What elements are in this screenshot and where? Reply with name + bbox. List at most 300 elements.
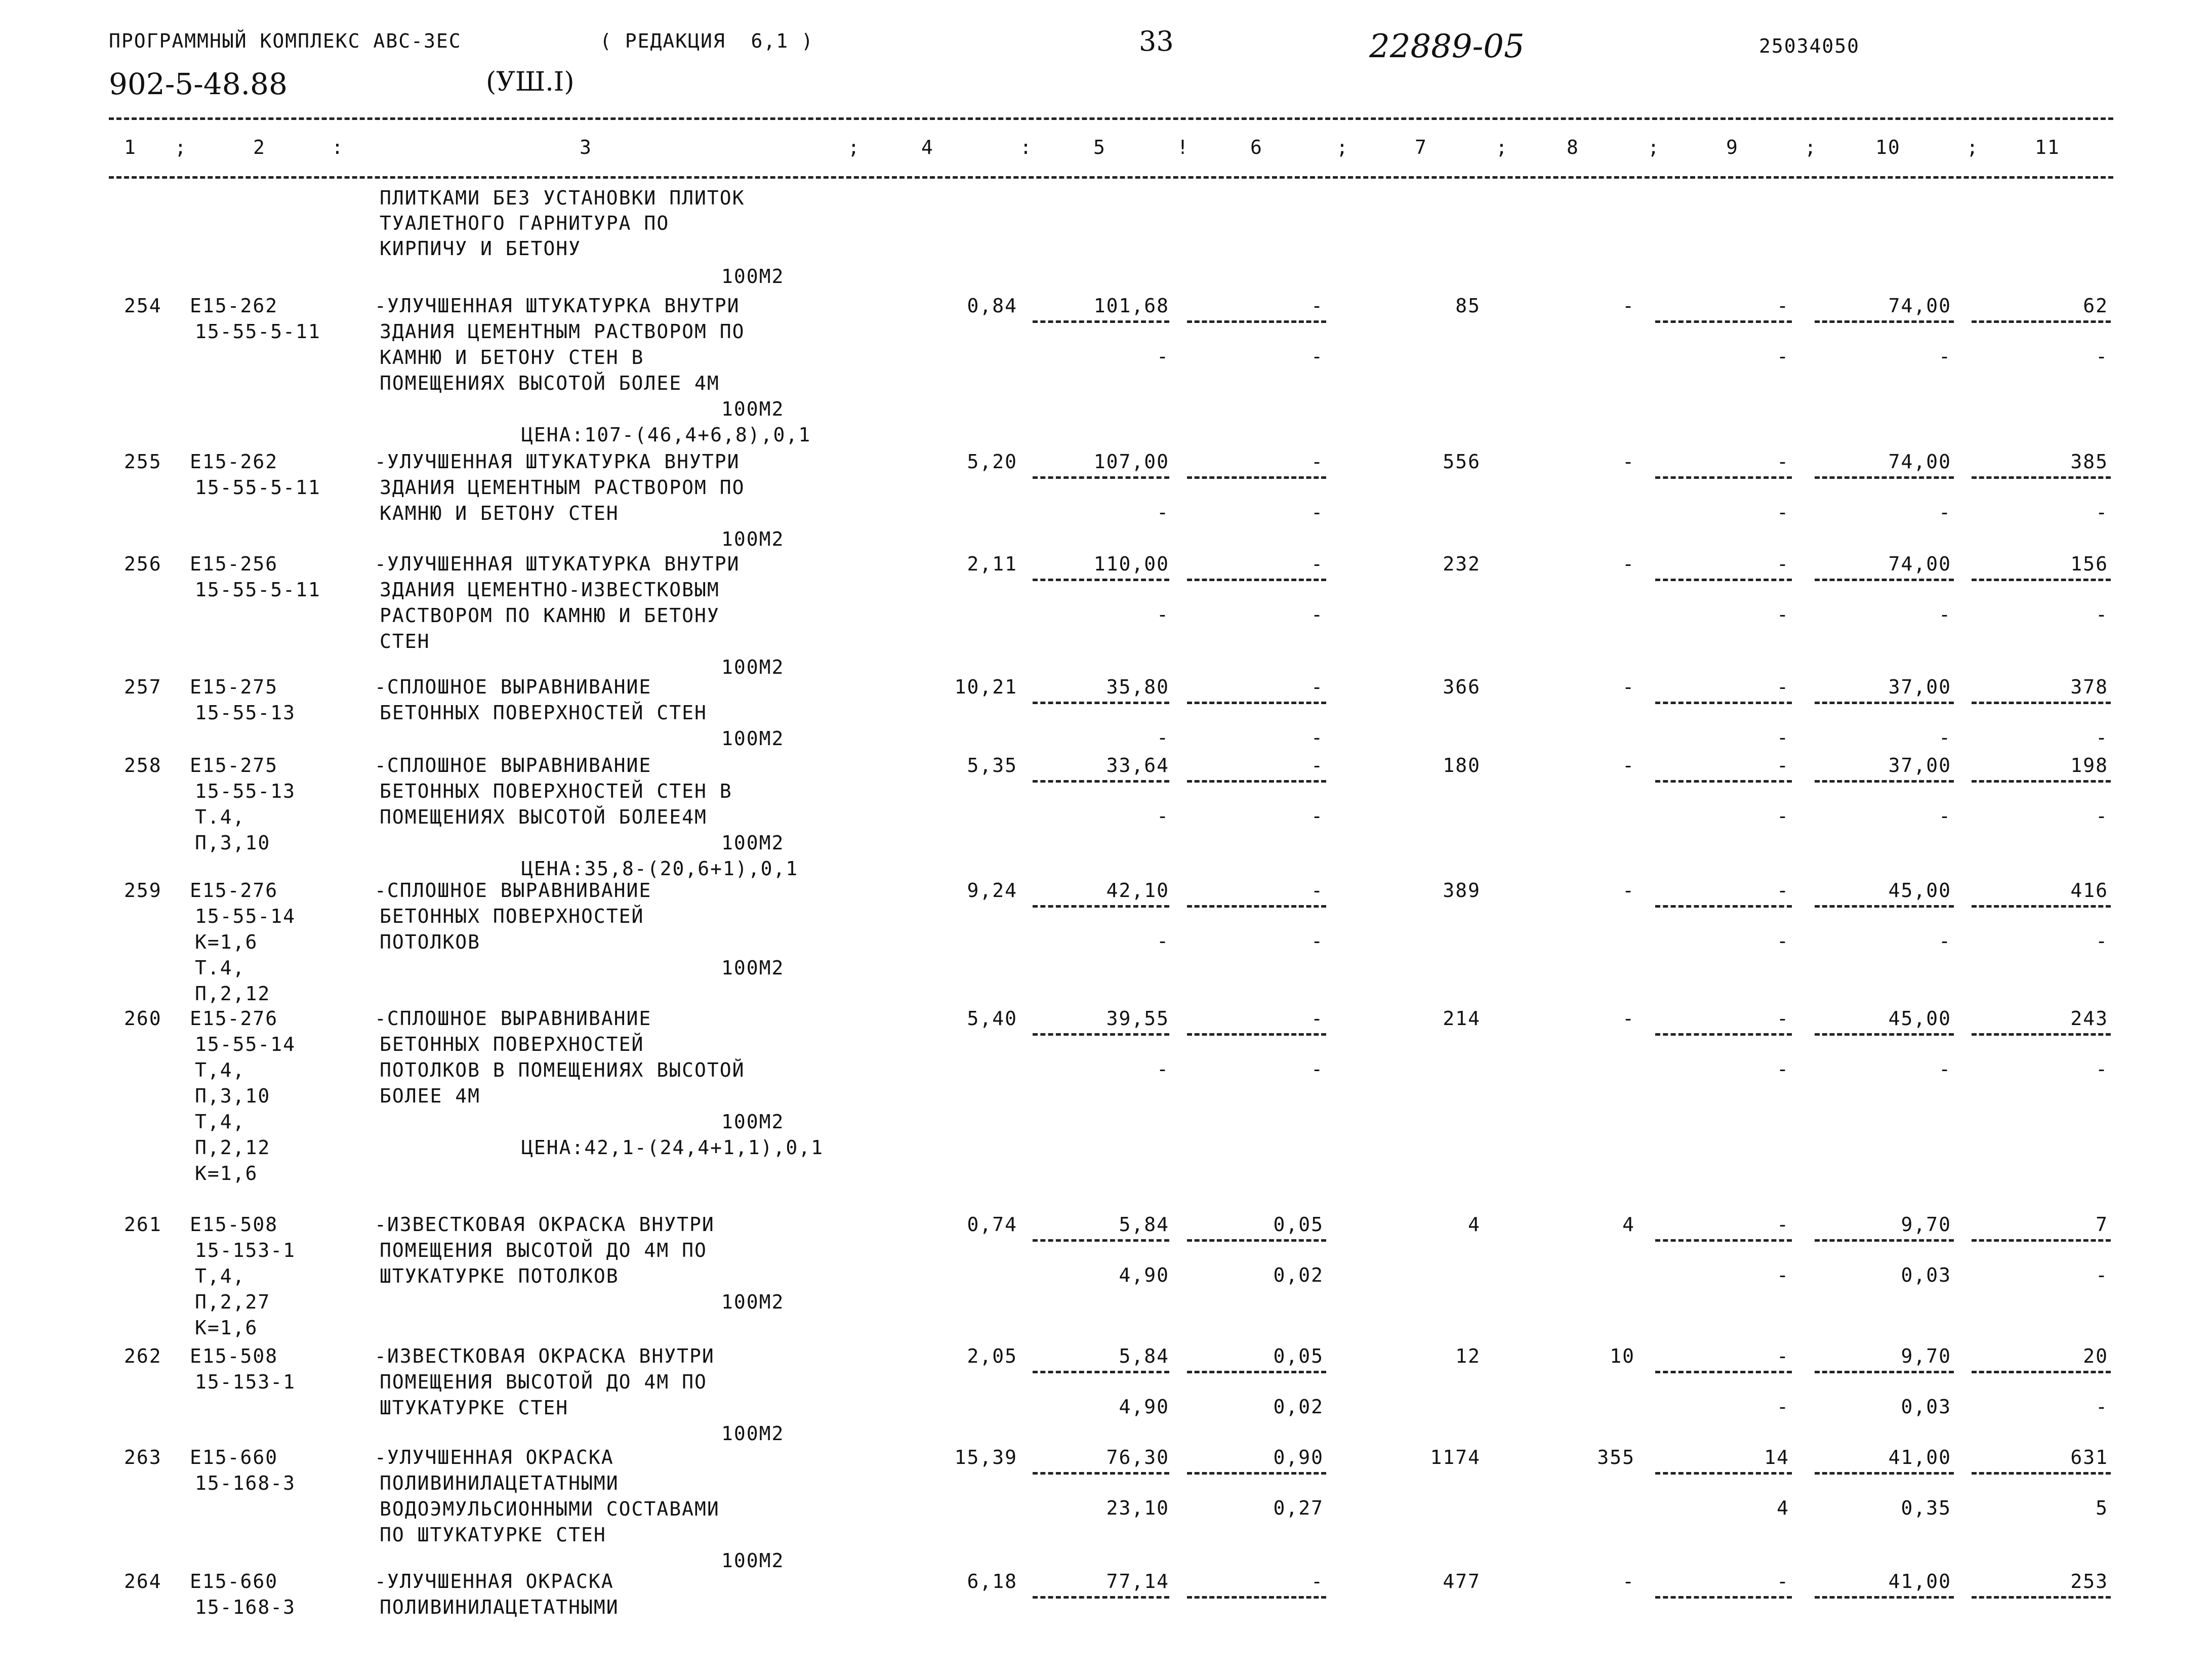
cell-c6b: - <box>1311 1058 1324 1080</box>
sheet-code: 25034050 <box>1759 35 1860 57</box>
cell-c11: 253 <box>2070 1570 2108 1593</box>
cell-c10: 9,70 <box>1901 1213 1951 1236</box>
row-description: -УЛУЧШЕННАЯ ШТУКАТУРКА ВНУТРИ <box>375 553 740 575</box>
row-description: ПОМЕЩЕНИЯ ВЫСОТОЙ ДО 4М ПО <box>380 1239 707 1261</box>
cell-c11: 416 <box>2070 879 2108 902</box>
cell-divider-c9 <box>1655 905 1792 908</box>
cell-c8: 4 <box>1622 1213 1635 1236</box>
cell-divider-c9 <box>1655 1371 1792 1373</box>
row-code: Т,4, <box>195 1111 245 1133</box>
cell-c10: 45,00 <box>1888 1007 1951 1030</box>
cell-divider-c6 <box>1187 702 1326 704</box>
cell-c9b: - <box>1777 1396 1789 1418</box>
row-code: 15-55-14 <box>195 905 296 927</box>
cell-c11b: - <box>2096 1058 2108 1080</box>
row-description: БЕТОННЫХ ПОВЕРХНОСТЕЙ СТЕН <box>380 702 707 724</box>
cell-c6: 0,90 <box>1273 1446 1324 1468</box>
cell-c8: - <box>1622 676 1635 698</box>
cell-c8: - <box>1622 451 1635 473</box>
cell-divider-c5 <box>1033 579 1169 581</box>
intro-unit: 100М2 <box>721 265 785 288</box>
cell-divider-c5 <box>1033 702 1169 704</box>
cell-c4: 10,21 <box>954 676 1017 698</box>
cell-c10: 37,00 <box>1888 754 1951 777</box>
cell-c6b: - <box>1311 603 1324 626</box>
cell-divider-c10 <box>1815 780 1954 783</box>
row-description: РАСТВОРОМ ПО КАМНЮ И БЕТОНУ <box>380 604 720 627</box>
row-code: П,3,10 <box>195 832 271 854</box>
project-number: 902-5-48.88 <box>109 67 288 101</box>
cell-divider-c10 <box>1815 1596 1954 1599</box>
cell-c6: - <box>1311 1570 1324 1593</box>
header-rule-top <box>109 117 2113 120</box>
cell-divider-c9 <box>1655 1239 1792 1242</box>
cell-divider-c9 <box>1655 476 1792 479</box>
cell-c11b: - <box>2096 930 2108 952</box>
row-number: 263 <box>124 1446 162 1468</box>
cell-c7: 477 <box>1443 1570 1481 1593</box>
cell-c7: 180 <box>1443 754 1481 777</box>
row-code: 15-168-3 <box>195 1596 296 1618</box>
cell-c11: 156 <box>2070 553 2108 575</box>
cell-divider-c5 <box>1033 1033 1169 1036</box>
row-code: Е15-660 <box>190 1446 278 1468</box>
cell-c11b: - <box>2096 805 2108 827</box>
cell-divider-c5 <box>1033 1596 1169 1599</box>
row-description: ПОТОЛКОВ В ПОМЕЩЕНИЯХ ВЫСОТОЙ <box>380 1059 745 1081</box>
cell-c9: - <box>1777 1345 1789 1367</box>
row-description: БОЛЕЕ 4М <box>380 1085 481 1107</box>
cell-divider-c6 <box>1187 579 1326 581</box>
row-description: ПОЛИВИНИЛАЦЕТАТНЫМИ <box>380 1472 619 1494</box>
cell-divider-c10 <box>1815 1371 1954 1373</box>
row-code: 15-55-13 <box>195 702 296 724</box>
cell-c7: 232 <box>1443 553 1481 575</box>
cell-c5b: - <box>1157 930 1169 952</box>
cell-c11b: - <box>2096 603 2108 626</box>
cell-divider-c6 <box>1187 1371 1326 1373</box>
cell-c6: - <box>1311 1007 1324 1030</box>
row-code: П,2,27 <box>195 1291 271 1313</box>
cell-divider-c9 <box>1655 702 1792 704</box>
cell-c5: 107,00 <box>1093 451 1169 473</box>
cell-c9b: - <box>1777 930 1789 952</box>
cell-c9b: - <box>1777 603 1789 626</box>
row-description: БЕТОННЫХ ПОВЕРХНОСТЕЙ <box>380 905 644 927</box>
row-code: Е15-275 <box>190 676 278 698</box>
row-code: 15-55-13 <box>195 780 296 802</box>
cell-c4: 0,84 <box>967 295 1017 317</box>
cell-divider-c11 <box>1972 320 2111 323</box>
row-number: 259 <box>124 879 162 902</box>
row-description: -УЛУЧШЕННАЯ ШТУКАТУРКА ВНУТРИ <box>375 295 740 317</box>
cell-c9: - <box>1777 1007 1789 1030</box>
cell-divider-c9 <box>1655 320 1792 323</box>
header-rule-bottom <box>109 176 2113 179</box>
cell-c6: 0,05 <box>1273 1345 1324 1367</box>
row-number: 255 <box>124 451 162 473</box>
column-header-1: 1 <box>124 136 137 158</box>
cell-c5: 5,84 <box>1119 1213 1169 1236</box>
column-header-4: 4 <box>921 136 934 158</box>
cell-divider-c11 <box>1972 1033 2111 1036</box>
cell-c9: - <box>1777 553 1789 575</box>
cell-divider-c10 <box>1815 1239 1954 1242</box>
cell-c9b: - <box>1777 1058 1789 1080</box>
row-code: 15-55-5-11 <box>195 579 321 601</box>
row-description: ПОТОЛКОВ <box>380 931 481 953</box>
cell-c7: 85 <box>1455 295 1481 317</box>
column-header-10: 10 <box>1875 136 1901 158</box>
row-code: П,3,10 <box>195 1085 271 1107</box>
cell-c7: 389 <box>1443 879 1481 902</box>
row-code: Е15-276 <box>190 879 278 902</box>
cell-divider-c11 <box>1972 1596 2111 1599</box>
row-description: 100М2 <box>721 1291 785 1313</box>
row-description: 100М2 <box>721 727 785 750</box>
cell-c5: 76,30 <box>1106 1446 1169 1468</box>
row-description: БЕТОННЫХ ПОВЕРХНОСТЕЙ <box>380 1033 644 1055</box>
cell-divider-c11 <box>1972 702 2111 704</box>
row-description: 100М2 <box>721 1549 785 1572</box>
cell-c5: 110,00 <box>1093 553 1169 575</box>
cell-c10b: - <box>1939 1058 1951 1080</box>
cell-c6: - <box>1311 553 1324 575</box>
row-description: -ИЗВЕСТКОВАЯ ОКРАСКА ВНУТРИ <box>375 1345 715 1367</box>
cell-c4: 2,11 <box>967 553 1017 575</box>
row-number: 258 <box>124 754 162 777</box>
row-code: Т,4, <box>195 1059 245 1081</box>
cell-c9: - <box>1777 879 1789 902</box>
cell-divider-c11 <box>1972 1472 2111 1475</box>
cell-c6b: - <box>1311 726 1324 749</box>
cell-c7: 4 <box>1468 1213 1481 1236</box>
cell-c11b: - <box>2096 345 2108 368</box>
row-description: -СПЛОШНОЕ ВЫРАВНИВАНИЕ <box>375 1007 652 1030</box>
cell-c11b: - <box>2096 1396 2108 1418</box>
row-description: -СПЛОШНОЕ ВЫРАВНИВАНИЕ <box>375 754 652 777</box>
cell-c10: 41,00 <box>1888 1446 1951 1468</box>
cell-c4: 6,18 <box>967 1570 1017 1593</box>
cell-c10b: - <box>1939 726 1951 749</box>
cell-c10b: 0,35 <box>1901 1497 1951 1519</box>
cell-c9b: - <box>1777 805 1789 827</box>
column-header-5: 5 <box>1093 136 1106 158</box>
cell-c7: 214 <box>1443 1007 1481 1030</box>
row-description: 100М2 <box>721 1422 785 1445</box>
cell-divider-c10 <box>1815 1033 1954 1036</box>
cell-divider-c11 <box>1972 1239 2111 1242</box>
cell-c10b: - <box>1939 603 1951 626</box>
cell-divider-c5 <box>1033 320 1169 323</box>
cell-c10: 9,70 <box>1901 1345 1951 1367</box>
cell-c8: 355 <box>1597 1446 1635 1468</box>
row-description: ПОМЕЩЕНИЯ ВЫСОТОЙ ДО 4М ПО <box>380 1371 707 1393</box>
cell-c9: - <box>1777 1213 1789 1236</box>
cell-c10: 37,00 <box>1888 676 1951 698</box>
cell-c8: - <box>1622 1570 1635 1593</box>
column-header-8: 8 <box>1567 136 1579 158</box>
cell-c8: - <box>1622 754 1635 777</box>
cell-c5: 77,14 <box>1106 1570 1169 1593</box>
cell-c11: 631 <box>2070 1446 2108 1468</box>
cell-c11: 243 <box>2070 1007 2108 1030</box>
cell-c6b: - <box>1311 805 1324 827</box>
row-number: 260 <box>124 1007 162 1030</box>
cell-c9: 14 <box>1764 1446 1789 1468</box>
cell-c10: 74,00 <box>1888 295 1951 317</box>
volume-label: (УШ.I) <box>486 67 575 97</box>
cell-c8: 10 <box>1610 1345 1635 1367</box>
cell-divider-c5 <box>1033 476 1169 479</box>
cell-divider-c6 <box>1187 1239 1326 1242</box>
cell-c8: - <box>1622 553 1635 575</box>
row-code: П,2,12 <box>195 1136 271 1159</box>
row-code: 15-153-1 <box>195 1239 296 1261</box>
row-description: 100М2 <box>721 398 785 420</box>
column-header-9: 9 <box>1726 136 1739 158</box>
cell-divider-c6 <box>1187 905 1326 908</box>
row-description: ЦЕНА:42,1-(24,4+1,1),0,1 <box>521 1136 824 1159</box>
row-number: 256 <box>124 553 162 575</box>
row-code: 15-55-5-11 <box>195 320 321 343</box>
cell-c9b: - <box>1777 1264 1789 1286</box>
cell-divider-c5 <box>1033 1371 1169 1373</box>
row-description: ЗДАНИЯ ЦЕМЕНТНЫМ РАСТВОРОМ ПО <box>380 320 745 343</box>
cell-c4: 5,40 <box>967 1007 1017 1030</box>
cell-c9: - <box>1777 295 1789 317</box>
row-number: 264 <box>124 1570 162 1593</box>
cell-c4: 5,20 <box>967 451 1017 473</box>
row-description: БЕТОННЫХ ПОВЕРХНОСТЕЙ СТЕН В <box>380 780 732 802</box>
cell-divider-c9 <box>1655 579 1792 581</box>
cell-c6b: - <box>1311 345 1324 368</box>
cell-c10b: - <box>1939 930 1951 952</box>
cell-c7: 1174 <box>1430 1446 1481 1468</box>
cell-c5: 5,84 <box>1119 1345 1169 1367</box>
cell-c5b: - <box>1157 603 1169 626</box>
cell-c5b: - <box>1157 805 1169 827</box>
row-code: Т.4, <box>195 806 245 828</box>
cell-c5b: 23,10 <box>1106 1497 1169 1519</box>
cell-divider-c10 <box>1815 1472 1954 1475</box>
row-description: -УЛУЧШЕННАЯ ШТУКАТУРКА ВНУТРИ <box>375 451 740 473</box>
cell-c5b: 4,90 <box>1119 1264 1169 1286</box>
row-code: Т.4, <box>195 957 245 979</box>
intro-line: ТУАЛЕТНОГО ГАРНИТУРА ПО <box>380 212 670 234</box>
row-description: ШТУКАТУРКЕ ПОТОЛКОВ <box>380 1265 619 1287</box>
cell-c5: 101,68 <box>1093 295 1169 317</box>
cell-divider-c11 <box>1972 780 2111 783</box>
cell-c6b: 0,02 <box>1273 1396 1324 1418</box>
cell-divider-c5 <box>1033 780 1169 783</box>
row-code: К=1,6 <box>195 1317 258 1339</box>
cell-c7: 366 <box>1443 676 1481 698</box>
cell-divider-c6 <box>1187 780 1326 783</box>
row-code: К=1,6 <box>195 1162 258 1185</box>
edition-label: ( РЕДАКЦИЯ 6,1 ) <box>600 30 814 52</box>
cell-divider-c9 <box>1655 1033 1792 1036</box>
cell-divider-c5 <box>1033 1239 1169 1242</box>
row-code: Е15-275 <box>190 754 278 777</box>
row-description: КАМНЮ И БЕТОНУ СТЕН В <box>380 346 644 369</box>
row-description: ПО ШТУКАТУРКЕ СТЕН <box>380 1524 606 1546</box>
cell-c5: 35,80 <box>1106 676 1169 698</box>
cell-c7: 12 <box>1455 1345 1481 1367</box>
cell-c6: - <box>1311 676 1324 698</box>
row-code: Е15-256 <box>190 553 278 575</box>
row-description: 100М2 <box>721 957 785 979</box>
column-header-2: 2 <box>253 136 266 158</box>
cell-divider-c6 <box>1187 476 1326 479</box>
row-code: Е15-660 <box>190 1570 278 1593</box>
cell-divider-c11 <box>1972 905 2111 908</box>
row-description: -СПЛОШНОЕ ВЫРАВНИВАНИЕ <box>375 879 652 902</box>
cell-c9: - <box>1777 754 1789 777</box>
cell-divider-c6 <box>1187 320 1326 323</box>
cell-c6b: 0,27 <box>1273 1497 1324 1519</box>
cell-c6: - <box>1311 295 1324 317</box>
cell-divider-c6 <box>1187 1596 1326 1599</box>
cell-c11b: - <box>2096 1264 2108 1286</box>
row-code: П,2,12 <box>195 983 271 1005</box>
cell-c4: 5,35 <box>967 754 1017 777</box>
column-header-11: 11 <box>2035 136 2060 158</box>
row-description: КАМНЮ И БЕТОНУ СТЕН <box>380 502 619 524</box>
cell-c6b: 0,02 <box>1273 1264 1324 1286</box>
cell-c5b: - <box>1157 345 1169 368</box>
cell-c4: 15,39 <box>954 1446 1017 1468</box>
cell-divider-c9 <box>1655 780 1792 783</box>
cell-c11: 198 <box>2070 754 2108 777</box>
cell-c4: 0,74 <box>967 1213 1017 1236</box>
row-description: ЗДАНИЯ ЦЕМЕНТНО-ИЗВЕСТКОВЫМ <box>380 579 720 601</box>
cell-c11: 7 <box>2096 1213 2108 1236</box>
column-header-6: 6 <box>1250 136 1263 158</box>
row-number: 261 <box>124 1213 162 1236</box>
row-description: -СПЛОШНОЕ ВЫРАВНИВАНИЕ <box>375 676 652 698</box>
cell-c9: - <box>1777 676 1789 698</box>
cell-c11b: - <box>2096 501 2108 523</box>
row-number: 254 <box>124 295 162 317</box>
cell-divider-c9 <box>1655 1596 1792 1599</box>
row-description: ШТУКАТУРКЕ СТЕН <box>380 1397 569 1419</box>
cell-c10: 74,00 <box>1888 451 1951 473</box>
cell-c9: - <box>1777 451 1789 473</box>
cell-c5: 42,10 <box>1106 879 1169 902</box>
row-code: Е15-508 <box>190 1213 278 1236</box>
row-description: ПОЛИВИНИЛАЦЕТАТНЫМИ <box>380 1596 619 1618</box>
row-description: ПОМЕЩЕНИЯХ ВЫСОТОЙ БОЛЕЕ 4М <box>380 372 720 394</box>
row-code: Е15-508 <box>190 1345 278 1367</box>
cell-c5: 39,55 <box>1106 1007 1169 1030</box>
cell-divider-c5 <box>1033 1472 1169 1475</box>
cell-c8: - <box>1622 879 1635 902</box>
cell-c4: 9,24 <box>967 879 1017 902</box>
cell-c11: 62 <box>2083 295 2108 317</box>
cell-c6: - <box>1311 451 1324 473</box>
column-header-7: 7 <box>1415 136 1427 158</box>
cell-c5b: - <box>1157 1058 1169 1080</box>
cell-c5: 33,64 <box>1106 754 1169 777</box>
row-description: ЦЕНА:35,8-(20,6+1),0,1 <box>521 858 799 880</box>
row-code: 15-168-3 <box>195 1472 296 1494</box>
cell-c10b: - <box>1939 345 1951 368</box>
cell-c9b: - <box>1777 726 1789 749</box>
row-number: 262 <box>124 1345 162 1367</box>
row-description: 100М2 <box>721 656 785 678</box>
cell-divider-c10 <box>1815 579 1954 581</box>
cell-divider-c10 <box>1815 905 1954 908</box>
document-number: 22889-05 <box>1369 28 1525 65</box>
cell-divider-c11 <box>1972 1371 2111 1373</box>
row-description: -УЛУЧШЕННАЯ ОКРАСКА <box>375 1446 614 1468</box>
program-title: ПРОГРАММНЫЙ КОМПЛЕКС АВС-3ЕС <box>109 30 462 52</box>
cell-c10b: - <box>1939 501 1951 523</box>
cell-divider-c5 <box>1033 905 1169 908</box>
cell-c9b: - <box>1777 345 1789 368</box>
row-code: Е15-262 <box>190 451 278 473</box>
cell-c5b: - <box>1157 726 1169 749</box>
row-description: ПОМЕЩЕНИЯХ ВЫСОТОЙ БОЛЕЕ4М <box>380 806 707 828</box>
cell-divider-c10 <box>1815 702 1954 704</box>
row-code: Т,4, <box>195 1265 245 1287</box>
cell-c11: 378 <box>2070 676 2108 698</box>
cell-c11: 385 <box>2070 451 2108 473</box>
row-description: 100М2 <box>721 832 785 854</box>
row-code: К=1,6 <box>195 931 258 953</box>
cell-divider-c10 <box>1815 320 1954 323</box>
cell-c8: - <box>1622 1007 1635 1030</box>
cell-c11b: 5 <box>2096 1497 2108 1519</box>
intro-line: ПЛИТКАМИ БЕЗ УСТАНОВКИ ПЛИТОК <box>380 187 745 209</box>
cell-c6: 0,05 <box>1273 1213 1324 1236</box>
row-description: СТЕН <box>380 630 430 652</box>
row-code: Е15-262 <box>190 295 278 317</box>
cell-c5b: 4,90 <box>1119 1396 1169 1418</box>
cell-c10: 45,00 <box>1888 879 1951 902</box>
intro-line: КИРПИЧУ И БЕТОНУ <box>380 237 582 260</box>
cell-c9: - <box>1777 1570 1789 1593</box>
cell-divider-c11 <box>1972 476 2111 479</box>
cell-c8: - <box>1622 295 1635 317</box>
cell-c11: 20 <box>2083 1345 2108 1367</box>
page-number: 33 <box>1139 25 1174 57</box>
row-description: ЦЕНА:107-(46,4+6,8),0,1 <box>521 424 811 446</box>
cell-c9b: - <box>1777 501 1789 523</box>
cell-c11b: - <box>2096 726 2108 749</box>
cell-c6b: - <box>1311 930 1324 952</box>
cell-divider-c6 <box>1187 1033 1326 1036</box>
row-description: 100М2 <box>721 1111 785 1133</box>
row-description: -УЛУЧШЕННАЯ ОКРАСКА <box>375 1570 614 1593</box>
cell-c6: - <box>1311 754 1324 777</box>
row-code: Е15-276 <box>190 1007 278 1030</box>
row-description: 100М2 <box>721 528 785 550</box>
cell-c9b: 4 <box>1777 1497 1789 1519</box>
row-code: 15-153-1 <box>195 1371 296 1393</box>
cell-c4: 2,05 <box>967 1345 1017 1367</box>
cell-divider-c9 <box>1655 1472 1792 1475</box>
cell-c10: 74,00 <box>1888 553 1951 575</box>
column-header-3: 3 <box>580 136 592 158</box>
cell-c6: - <box>1311 879 1324 902</box>
cell-divider-c11 <box>1972 579 2111 581</box>
cell-c10: 41,00 <box>1888 1570 1951 1593</box>
cell-divider-c6 <box>1187 1472 1326 1475</box>
cell-c10b: 0,03 <box>1901 1396 1951 1418</box>
cell-c10b: - <box>1939 805 1951 827</box>
